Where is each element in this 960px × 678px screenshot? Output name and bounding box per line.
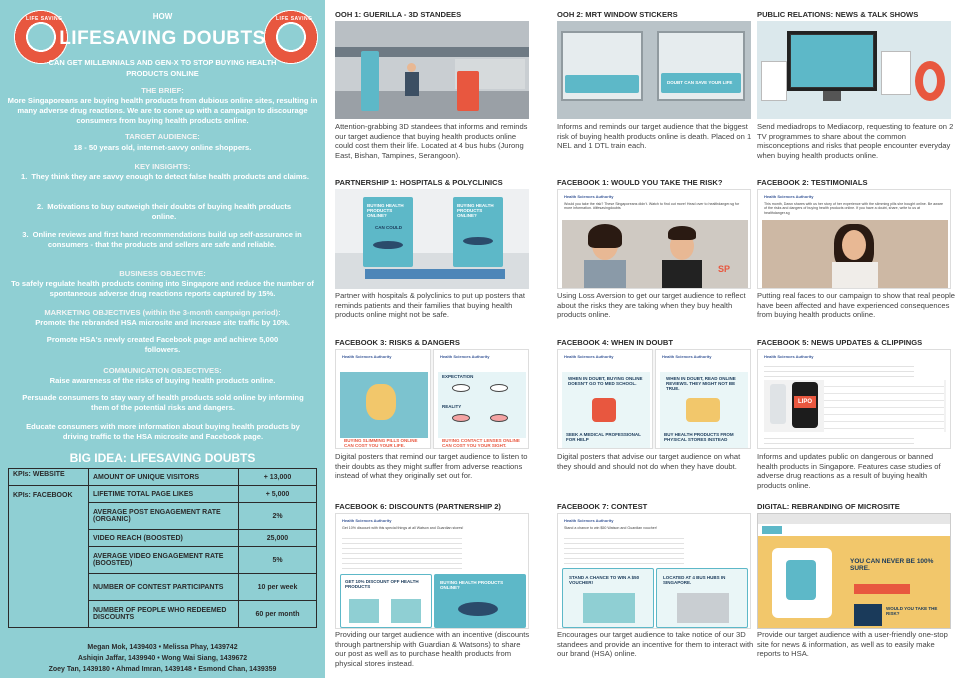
card-title: PARTNERSHIP 1: HOSPITALS & POLYCLINICS — [335, 178, 503, 187]
card-fb3 — [335, 338, 533, 498]
card-title: FACEBOOK 5: NEWS UPDATES & CLIPPINGS — [757, 338, 923, 347]
card-title: FACEBOOK 6: DISCOUNTS (PARTNERSHIP 2) — [335, 502, 501, 511]
card-title: OOH 2: MRT WINDOW STICKERS — [557, 10, 678, 19]
microsite-screenshot: YOU CAN NEVER BE 100% SURE. WOULD YOU TAKE THE RISK? — [757, 513, 951, 629]
ooh2-photo: DOUBT CAN SAVE YOUR LIFE — [557, 21, 751, 119]
page-title: LIFESAVING DOUBTS — [59, 28, 266, 49]
kpi-group-facebook: KPIs: FACEBOOK — [9, 486, 89, 628]
kpi-metric: NUMBER OF PEOPLE WHO REDEEMED DISCOUNTS — [89, 601, 239, 628]
lifebuoy-icon: LIFE SAVING — [14, 10, 68, 64]
marketing-heading: MARKETING OBJECTIVES (within the 3-month campaign period): — [44, 308, 281, 317]
insight-3: 3. Online reviews and first hand recommendations build up self-assurance in consumers - that the products and sellers are safe and reliable. — [22, 230, 302, 249]
kpi-value: + 5,000 — [239, 486, 317, 503]
card-caption: Send mediadrops to Mediacorp, requesting to feature on 2 TV programmes to share about the common misconceptions and risks that people encounter everyday when buying health products online. — [757, 122, 954, 160]
table-row — [9, 486, 317, 503]
kpi-value: 10 per week — [239, 574, 317, 601]
marketing-objective-1: Promote the rebranded HSA microsite and increase site traffic by 10%. — [35, 318, 290, 327]
card-fb7 — [557, 502, 755, 672]
card-fb6 — [335, 502, 533, 672]
comm-objective-3: Educate consumers with more information about buying health products by driving traffic to the HSA microsite and Facebook page. — [26, 422, 300, 441]
card-caption: Attention-grabbing 3D standees that informs and reminds our target audience that buying health products online could cost them their life. Located at 4 bus hubs (Jurong East, Bishan, Tampines, Serangoon). — [335, 122, 528, 160]
kpi-value: 2% — [239, 503, 317, 530]
card-title: FACEBOOK 7: CONTEST — [557, 502, 648, 511]
audience-heading: TARGET AUDIENCE: — [125, 132, 200, 141]
kpi-value: 5% — [239, 547, 317, 574]
big-idea-heading: BIG IDEA: LIFESAVING DOUBTS — [69, 451, 256, 465]
card-caption: Using Loss Aversion to get our target audience to reflect about the risks they are taking when they buy health products online. — [557, 291, 746, 320]
kpi-value: 60 per month — [239, 601, 317, 628]
brief-heading: THE BRIEF: — [141, 86, 184, 95]
comm-heading: COMMUNICATION OBJECTIVES: — [103, 366, 222, 375]
card-fb4 — [557, 338, 755, 498]
fb5-post: Health Sciences Authority LIPO — [757, 349, 951, 449]
card-title: FACEBOOK 3: RISKS & DANGERS — [335, 338, 460, 347]
card-fb5 — [757, 338, 955, 498]
card-title: FACEBOOK 4: WHEN IN DOUBT — [557, 338, 674, 347]
card-caption: Informs and updates public on dangerous or banned health products in Singapore. Features case studies of adverse drug reactions as a result of buying health products online. — [757, 452, 941, 490]
business-heading: BUSINESS OBJECTIVE: — [119, 269, 206, 278]
card-fb2 — [757, 178, 955, 328]
card-title: FACEBOOK 2: TESTIMONIALS — [757, 178, 868, 187]
team-members: Megan Mok, 1439403 • Melissa Phay, 1439742 Ashiqin Jaffar, 1439940 • Wong Wai Siang, 1439672 Zoey Tan, 1439180 • Ahmad Imran, 1439148 • Esmond Chan, 1439359 — [48, 644, 277, 673]
insight-2: 2. Motivations to buy outweigh their doubts of buying health products online. — [36, 202, 292, 221]
card-digital — [757, 502, 955, 672]
kpi-table — [8, 468, 317, 628]
ooh1-photo — [335, 21, 529, 119]
kpi-value: 25,000 — [239, 530, 317, 547]
fb3-post: Health Sciences Authority BUYING SLIMMING PILLS ONLINE CAN COST YOU YOUR LIFE. Health Sciences Authority EXPECTATION REALITY BUYING CONTACT LENSES ONLINE CAN COST YOU YOUR SIGHT. — [335, 349, 529, 449]
card-title: PUBLIC RELATIONS: NEWS & TALK SHOWS — [757, 10, 919, 19]
fb1-post: Health Sciences Authority Would you take the risk? These Singaporeans didn't. Watch to find out more! Head over to healthdanger.sg for more information. #lifesavingdoubts SP — [557, 189, 751, 289]
audience-text: 18 - 50 years old, internet-savvy online shoppers. — [73, 143, 252, 152]
card-caption: Digital posters that advise our target audience on what they should and should not do when they have doubt. — [557, 452, 741, 471]
comm-objective-1: Raise awareness of the risks of buying health products online. — [49, 376, 276, 385]
comm-objective-2: Persuade consumers to stay wary of health products sold online by informing them of the potential risks and dangers. — [22, 393, 304, 412]
fb2-post: Health Sciences Authority This month, Dawn shares with us her story of her experience with the slimming pills she bought online. Be aware of the risks and dangers of buying health products online. If you have a doubt, share, write to us at healthdanger.sg — [757, 189, 951, 289]
table-row — [9, 469, 317, 486]
fb6-post: Health Sciences Authority Get 10% discount with this special things at all Watson and Guardian stores! GET 10% DISCOUNT OFF HEALTH PRODUCTS BUYING HEALTH PRODUCTS ONLINE? — [335, 513, 529, 629]
card-caption: Providing our target audience with an incentive (discounts through partnership with Guardian & Watsons) to share our post as well as to purchase health products from physical stores instead. — [335, 630, 530, 668]
brief-text: More Singaporeans are buying health products from dubious online sites, resulting in many adverse drug reactions. We are to come up with a campaign to discourage consumers from buying health products online. — [7, 96, 318, 125]
fb7-post: Health Sciences Authority Stand a chance to win $50 Watson and Guardian voucher! STAND A CHANCE TO WIN A $50 VOUCHER! LOCATED AT 4 BUS HUBS IN SINGAPORE. — [557, 513, 751, 629]
left-panel — [0, 0, 325, 678]
marketing-objective-2: Promote HSA's newly created Facebook page and achieve 5,000 followers. — [46, 335, 279, 354]
kpi-metric: NUMBER OF CONTEST PARTICIPANTS — [89, 574, 239, 601]
card-caption: Digital posters that remind our target audience to listen to their doubts as they might suffer from adverse reactions instead of what they originally set out for. — [335, 452, 528, 481]
card-caption: Provide our target audience with a user-friendly one-stop site for news & information, as well as to easily make reports to HSA. — [757, 630, 948, 659]
card-pr — [757, 10, 955, 170]
subtitle: CAN GET MILLENNIALS AND GEN-X TO STOP BUYING HEALTH PRODUCTS ONLINE — [48, 58, 277, 78]
card-ooh1 — [335, 10, 533, 170]
card-title: OOH 1: GUERILLA - 3D STANDEES — [335, 10, 462, 19]
pr-mediadrop — [757, 21, 951, 119]
kpi-metric: AMOUNT OF UNIQUE VISITORS — [89, 469, 239, 486]
card-ooh2 — [557, 10, 755, 170]
card-caption: Encourages our target audience to take notice of our 3D standees and provide an incentive for them to interact with our brand (HSA) online. — [557, 630, 754, 659]
lifebuoy-icon: LIFE SAVING — [264, 10, 318, 64]
insights-heading: KEY INSIGHTS: — [134, 162, 191, 171]
kpi-value: + 13,000 — [239, 469, 317, 486]
kpi-metric: LIFETIME TOTAL PAGE LIKES — [89, 486, 239, 503]
card-caption: Informs and reminds our target audience that the biggest risk of buying health products online is death. Placed on 1 NEL and 1 DTL train each. — [557, 122, 752, 151]
kpi-metric: VIDEO REACH (BOOSTED) — [89, 530, 239, 547]
card-caption: Partner with hospitals & polyclinics to put up posters that reminds patients and their families that buying health products online might not be safe. — [335, 291, 525, 320]
card-fb1 — [557, 178, 755, 328]
insight-1: 1. They think they are savvy enough to detect false health products and claims. — [20, 172, 309, 181]
fb4-post: Health Sciences Authority WHEN IN DOUBT, BUYING ONLINE DOESN'T GO TO MED SCHOOL. SEEK A MEDICAL PROFESSIONAL FOR HELP Health Sciences Authority WHEN IN DOUBT, READ ONLINE REVIEWS. THEY MIGHT NOT BE TRUE. BUY HEALTH PRODUCTS FROM PHYSICAL STORES INSTEAD — [557, 349, 751, 449]
card-partnership1 — [335, 178, 533, 328]
partnership1-photo: BUYING HEALTH PRODUCTS ONLINE? CAN COULD BUYING HEALTH PRODUCTS ONLINE? — [335, 189, 529, 289]
kpi-metric: AVERAGE POST ENGAGEMENT RATE (ORGANIC) — [89, 503, 239, 530]
kpi-group-website: KPIs: WEBSITE — [9, 469, 89, 486]
card-title: FACEBOOK 1: WOULD YOU TAKE THE RISK? — [557, 178, 723, 187]
kpi-metric: AVERAGE VIDEO ENGAGEMENT RATE (BOOSTED) — [89, 547, 239, 574]
card-title: DIGITAL: REBRANDING OF MICROSITE — [757, 502, 900, 511]
card-caption: Putting real faces to our campaign to show that real people have been affected and have experienced consequences from buying health products online. — [757, 291, 955, 320]
business-text: To safely regulate health products coming into Singapore and reduce the number of spontaneous adverse drug reactions reports captured by 15%. — [11, 279, 314, 298]
how-label: HOW — [152, 12, 173, 21]
